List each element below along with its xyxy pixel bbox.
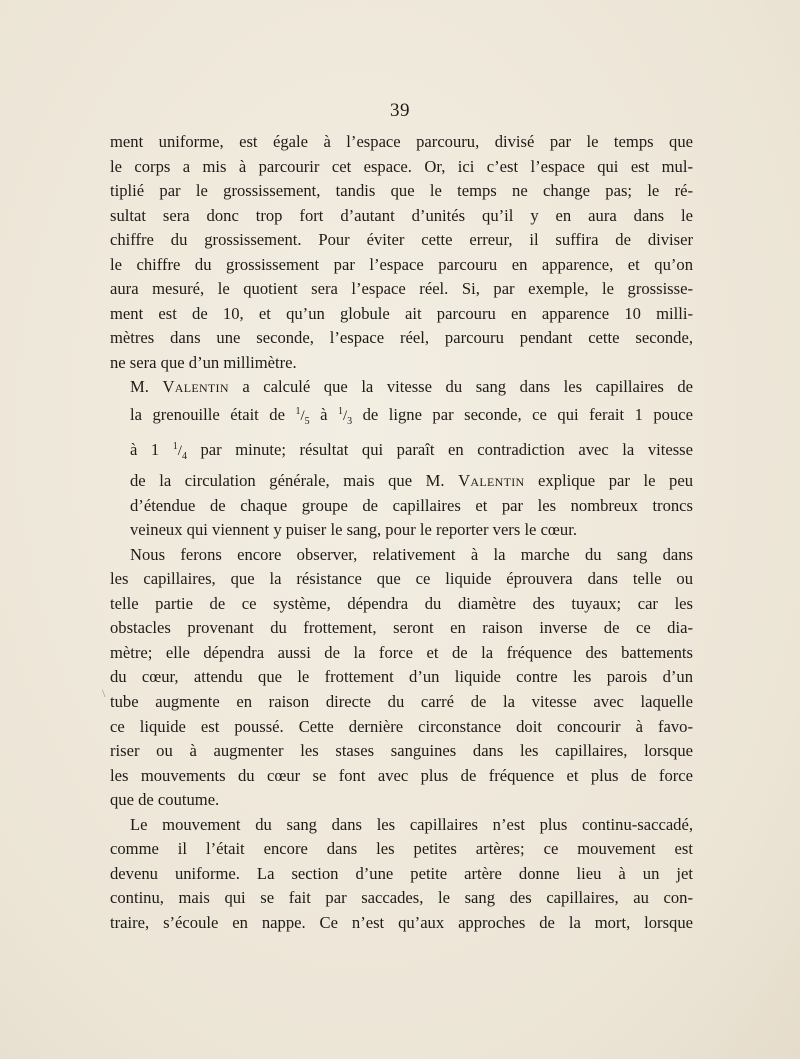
paragraph-3 xyxy=(110,543,693,813)
paragraph-2 xyxy=(110,375,693,542)
text-line: mètre; elle dépendra aussi de la force et de la fréquence des battements xyxy=(110,642,693,662)
text-line: devenu uniforme. La section d’une petite artère donne lieu à un jet xyxy=(110,863,693,883)
body-text xyxy=(110,130,693,936)
text-line: les mouvements du cœur se font avec plus de fréquence et plus de force xyxy=(110,765,693,785)
text-line: mètres dans une seconde, l’espace réel, parcouru pendant cette seconde, xyxy=(110,328,693,348)
paragraph-1 xyxy=(110,130,693,375)
text-line: Le mouvement du sang dans les capillaires n’est plus continu-saccadé, xyxy=(130,814,693,834)
text-line: aura mesuré, le quotient sera l’espace réel. Si, par exemple, le grossisse- xyxy=(110,279,693,299)
text-line: la grenouille était de $^1/_5$ à $^1/_3$ de ligne par seconde, ce qui ferait 1 pouce xyxy=(130,405,693,428)
text-line: ment est de 10, et qu’un globule ait parcouru en apparence 10 milli- xyxy=(110,303,693,323)
text-line: tube augmente en raison directe du carré de la vitesse avec laquelle xyxy=(110,692,693,712)
text-line: que de coutume. xyxy=(110,790,220,810)
text-line: le chiffre du grossissement par l’espace parcouru en apparence, et qu’on xyxy=(110,254,693,274)
author-name: Valentin xyxy=(162,377,229,397)
text-line: à 1 $^1/_4$ par minute; résultat qui paraît en contradiction avec la vitesse xyxy=(130,439,693,462)
fraction: $^1/_3$ xyxy=(337,406,353,428)
text-line: chiffre du grossissement. Pour éviter cette erreur, il suffira de diviser xyxy=(110,230,693,250)
text-line: ne sera que d’un millimètre. xyxy=(110,352,297,372)
text-line: sultat sera donc trop fort d’autant d’unités qu’il y en aura dans le xyxy=(110,205,693,225)
text-line: M. Valentin a calculé que la vitesse du sang dans les capillaires de xyxy=(130,377,693,397)
text-line: riser ou à augmenter les stases sanguines dans les capillaires, lorsque xyxy=(110,741,693,761)
text-line: comme il l’était encore dans les petites artères; ce mouvement est xyxy=(110,839,693,859)
fraction: $^1/_4$ xyxy=(172,440,187,462)
text-line: telle partie de ce système, dépendra du diamètre des tuyaux; car les xyxy=(110,593,693,613)
text-line: traire, s’écoule en nappe. Ce n’est qu’aux approches de la mort, lorsque xyxy=(110,912,693,932)
author-name: Valentin xyxy=(458,471,525,491)
text-line: du cœur, attendu que le frottement d’un liquide contre les parois d’un xyxy=(110,667,693,687)
text-line: les capillaires, que la résistance que ce liquide éprouvera dans telle ou xyxy=(110,569,693,589)
text-line: ce liquide est poussé. Cette dernière circonstance doit concourir à favo- xyxy=(110,716,693,736)
fraction: $^1/_5$ xyxy=(295,406,310,428)
text-line: le corps a mis à parcourir cet espace. Or, ici c’est l’espace qui est mul- xyxy=(110,156,693,176)
page-number: 39 xyxy=(390,100,410,121)
text-line: de la circulation générale, mais que M. Valentin explique par le peu xyxy=(130,471,693,491)
text-line: Nous ferons encore observer, relativement à la marche du sang dans xyxy=(130,544,693,564)
text-line: obstacles provenant du frottement, seront en raison inverse de ce dia- xyxy=(110,618,693,638)
text-line: veineux qui viennent y puiser le sang, pour le reporter vers le cœur. xyxy=(130,520,577,540)
text-line: continu, mais qui se fait par saccades, le sang des capillaires, au con- xyxy=(110,888,693,908)
text-line: ment uniforme, est égale à l’espace parcouru, divisé par le temps que xyxy=(110,132,693,151)
text-line: d’étendue de chaque groupe de capillaires et par les nombreux troncs xyxy=(130,495,693,515)
text-line: tiplié par le grossissement, tandis que le temps ne change pas; le ré- xyxy=(110,181,693,201)
margin-mark: \ xyxy=(102,686,106,700)
paragraph-4 xyxy=(110,813,693,936)
